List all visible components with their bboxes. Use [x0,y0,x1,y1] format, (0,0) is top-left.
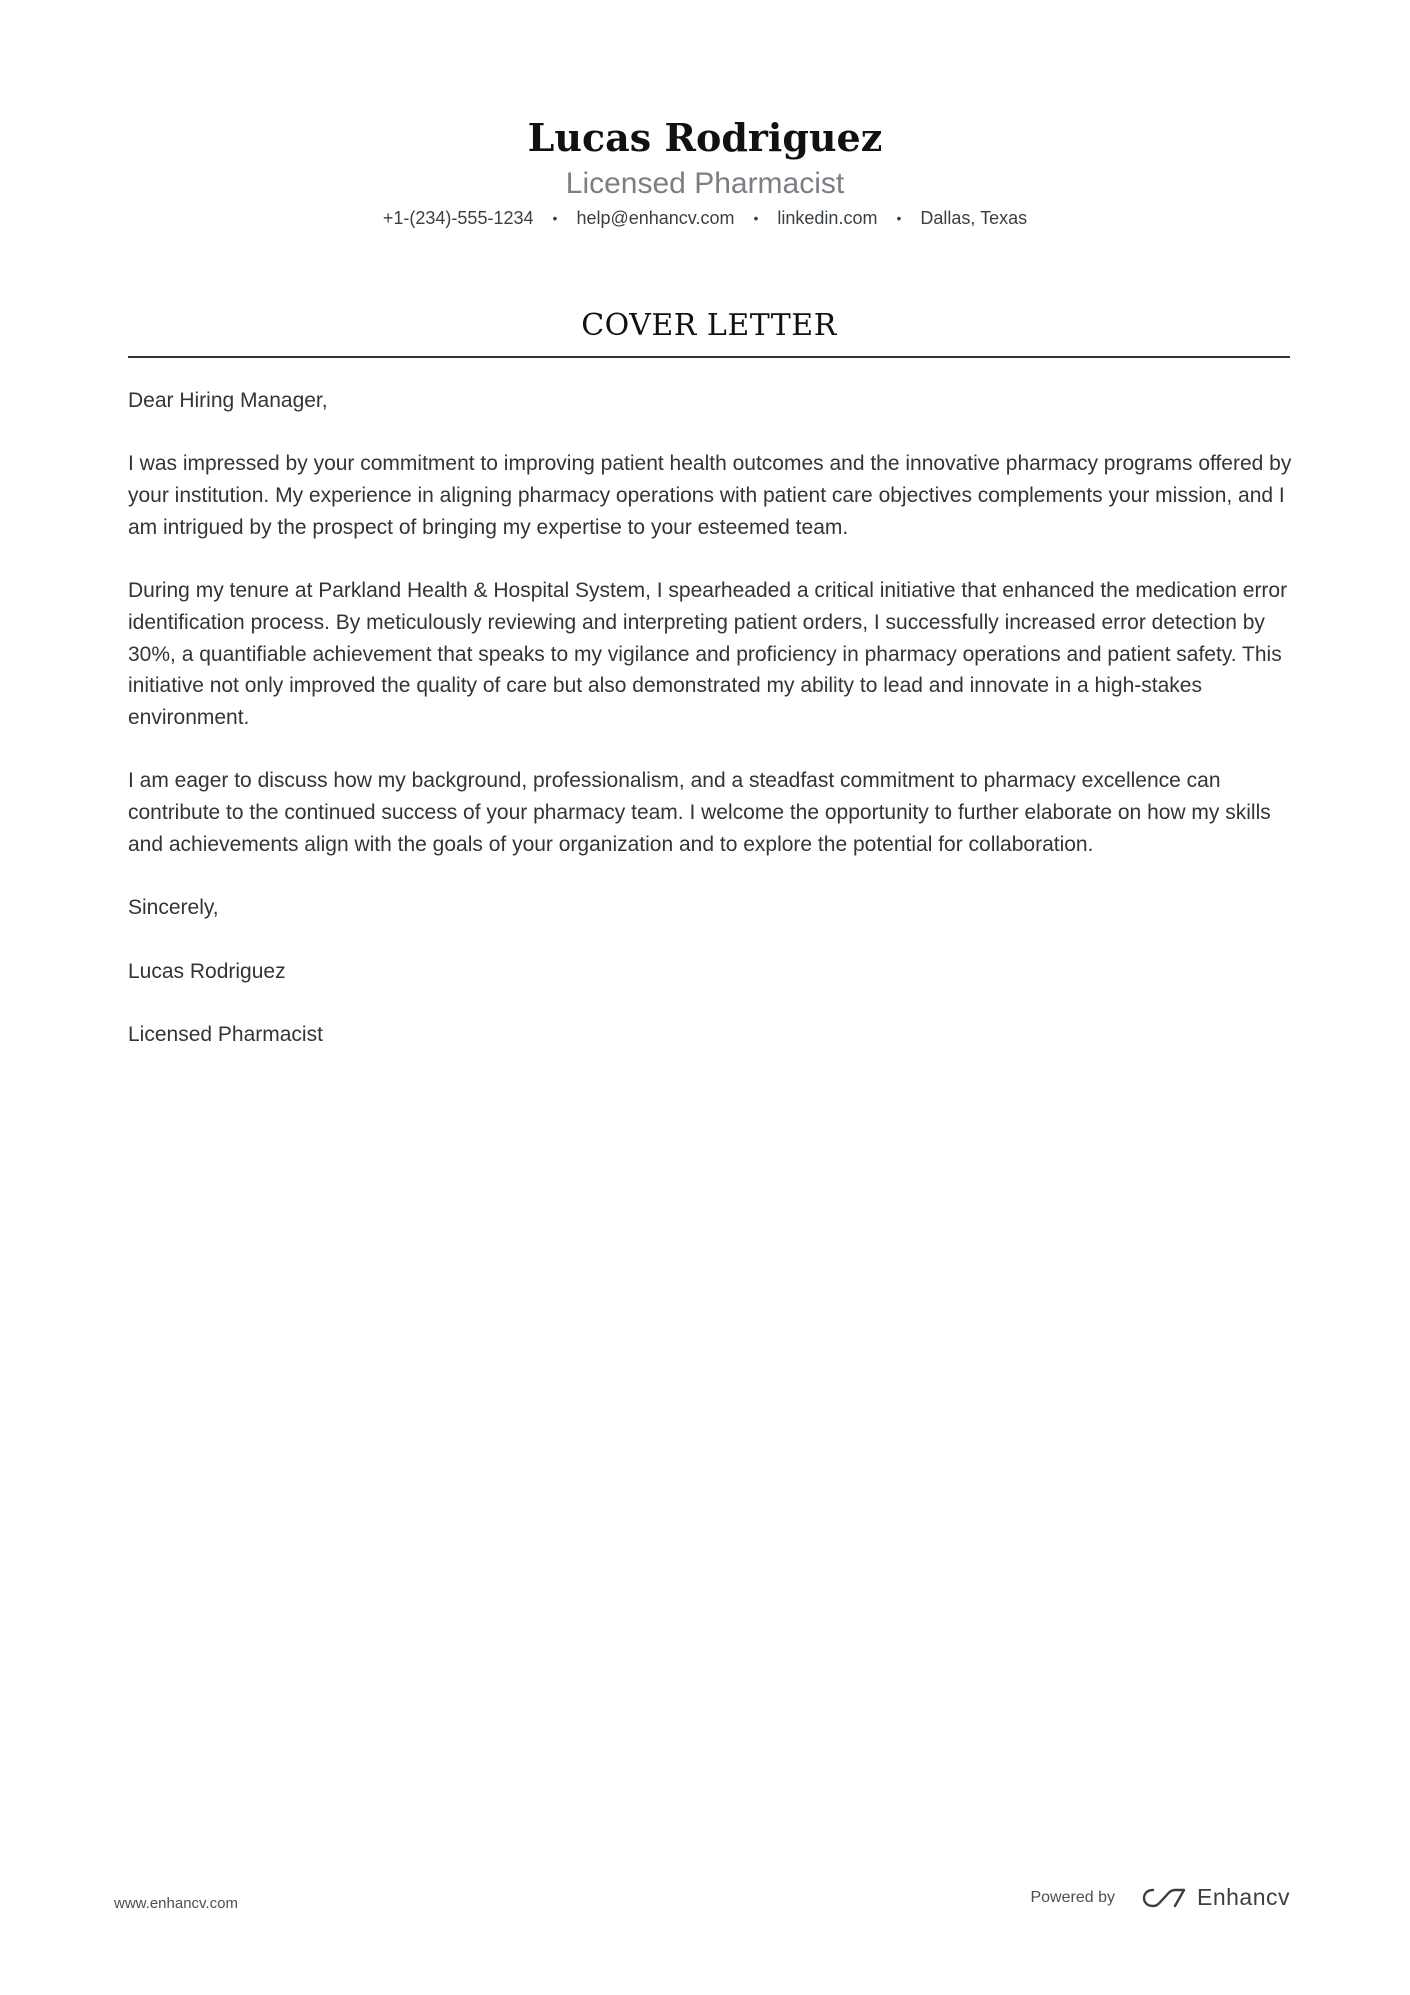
letter-header [0,112,1410,231]
applicant-title: Licensed Pharmacist [565,167,845,200]
letter-paragraph: I was impressed by your commitment to improving patient health outcomes and the innovative pharmacy programs offered by your institution. My experience in aligning pharmacy operations with patient care objectives complements your mission, and I am intrigued by the prospect of bringing my expertise to your esteemed team. [128,452,1292,539]
powered-by-label: Powered by [1030,1888,1115,1906]
letter-paragraph: I am eager to discuss how my background, professionalism, and a steadfast commitment to pharmacy excellence can contribute to the continued success of your pharmacy team. I welcome the opportunity to further elaborate on how my skills and achievements align with the goals of your organization and to explore the potential for collaboration. [128,769,1271,856]
footer-branding [1030,1884,1290,1911]
footer-website: www.enhancv.com [114,1895,238,1912]
section-divider [128,356,1290,358]
letter-closing: Sincerely, [128,896,219,920]
contact-separator: • [552,210,558,226]
contact-phone: +1-(234)-555-1234 [382,208,534,228]
brand-name: Enhancv [1196,1884,1290,1910]
letter-body [128,385,1298,1082]
signature-name: Lucas Rodriguez [128,959,286,983]
contact-linkedin: linkedin.com [777,208,878,228]
contact-separator: • [753,210,759,226]
signature-title: Licensed Pharmacist [128,1022,323,1046]
brand-logo [1141,1884,1290,1911]
contact-email: help@enhancv.com [576,208,735,228]
enhancv-logo-icon [1141,1886,1187,1910]
letter-paragraph: During my tenure at Parkland Health & Hospital System, I spearheaded a critical initiative that enhanced the medication error identification process. By meticulously reviewing and interpreting patient orders, I successfully increased error detection by 30%, a quantifiable achievement that speaks to my vigilance and proficiency in pharmacy operations and patient safety. This initiative not only improved the quality of care but also demonstrated my ability to lead and innovate in a high-stakes environment. [128,579,1288,729]
letter-greeting: Dear Hiring Manager, [128,389,328,412]
section-title: COVER LETTER [581,308,837,343]
contact-separator: • [896,210,902,226]
applicant-name: Lucas Rodriguez [527,115,883,160]
contact-location: Dallas, Texas [920,208,1028,228]
contact-line [0,206,1410,231]
